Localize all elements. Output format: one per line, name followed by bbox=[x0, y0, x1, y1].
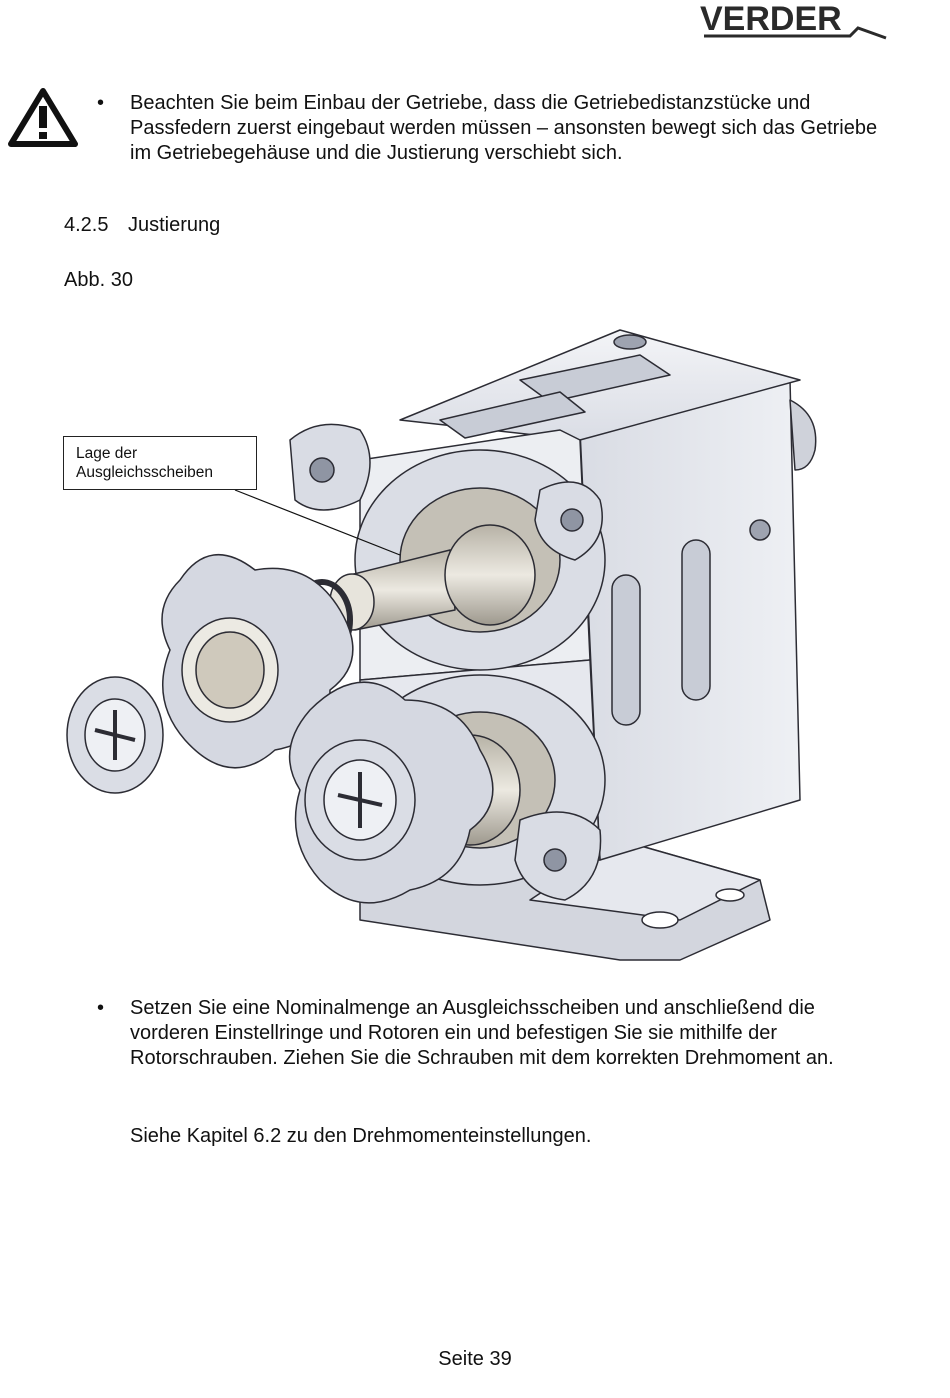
chapter-reference: Siehe Kapitel 6.2 zu den Drehmomenteinstellungen. bbox=[130, 1125, 592, 1147]
warning-bullet: • Beachten Sie beim Einbau der Getriebe, dass die Getriebedistanzstücke und Passfedern zuerst eingebaut werden müssen – ansonsten bewegt sich das Getriebe im Getriebegehäuse und die Justierung verschiebt sich. bbox=[97, 92, 878, 164]
section-title: Justierung bbox=[128, 214, 221, 236]
section-number: 4.2.5 bbox=[64, 214, 109, 236]
page-number: Seite 39 bbox=[438, 1348, 512, 1370]
callout-line-2: Ausgleichsscheiben bbox=[76, 464, 214, 481]
figure-label: Abb. 30 bbox=[64, 269, 133, 291]
verder-logo bbox=[700, 0, 890, 44]
warning-triangle-icon bbox=[8, 88, 78, 148]
pump-illustration bbox=[60, 320, 840, 970]
shim-location-callout bbox=[63, 436, 257, 490]
section-heading bbox=[64, 213, 220, 238]
logo-wordmark: VERDER bbox=[700, 0, 842, 38]
instruction-text: Setzen Sie eine Nominalmenge an Ausgleichsscheiben und anschließend die vorderen Einstellringe und Rotoren ein und befestigen Sie sie mithilfe der Rotorschrauben. Ziehen Sie die Schrauben mit dem korrekten Drehmoment an. bbox=[130, 997, 834, 1069]
callout-line-1: Lage der bbox=[76, 445, 138, 462]
warning-text: Beachten Sie beim Einbau der Getriebe, dass die Getriebedistanzstücke und Passfedern zuerst eingebaut werden müssen – ansonsten bewegt sich das Getriebe im Getriebegehäuse und die Justierung verschiebt sich. bbox=[130, 92, 878, 164]
instruction-bullet: • Setzen Sie eine Nominalmenge an Ausgleichsscheiben und anschließend die vorderen Einstellringe und Rotoren ein und befestigen Sie sie mithilfe der Rotorschrauben. Ziehen Sie die Schrauben mit dem korrekten Drehmoment an. bbox=[97, 997, 834, 1069]
